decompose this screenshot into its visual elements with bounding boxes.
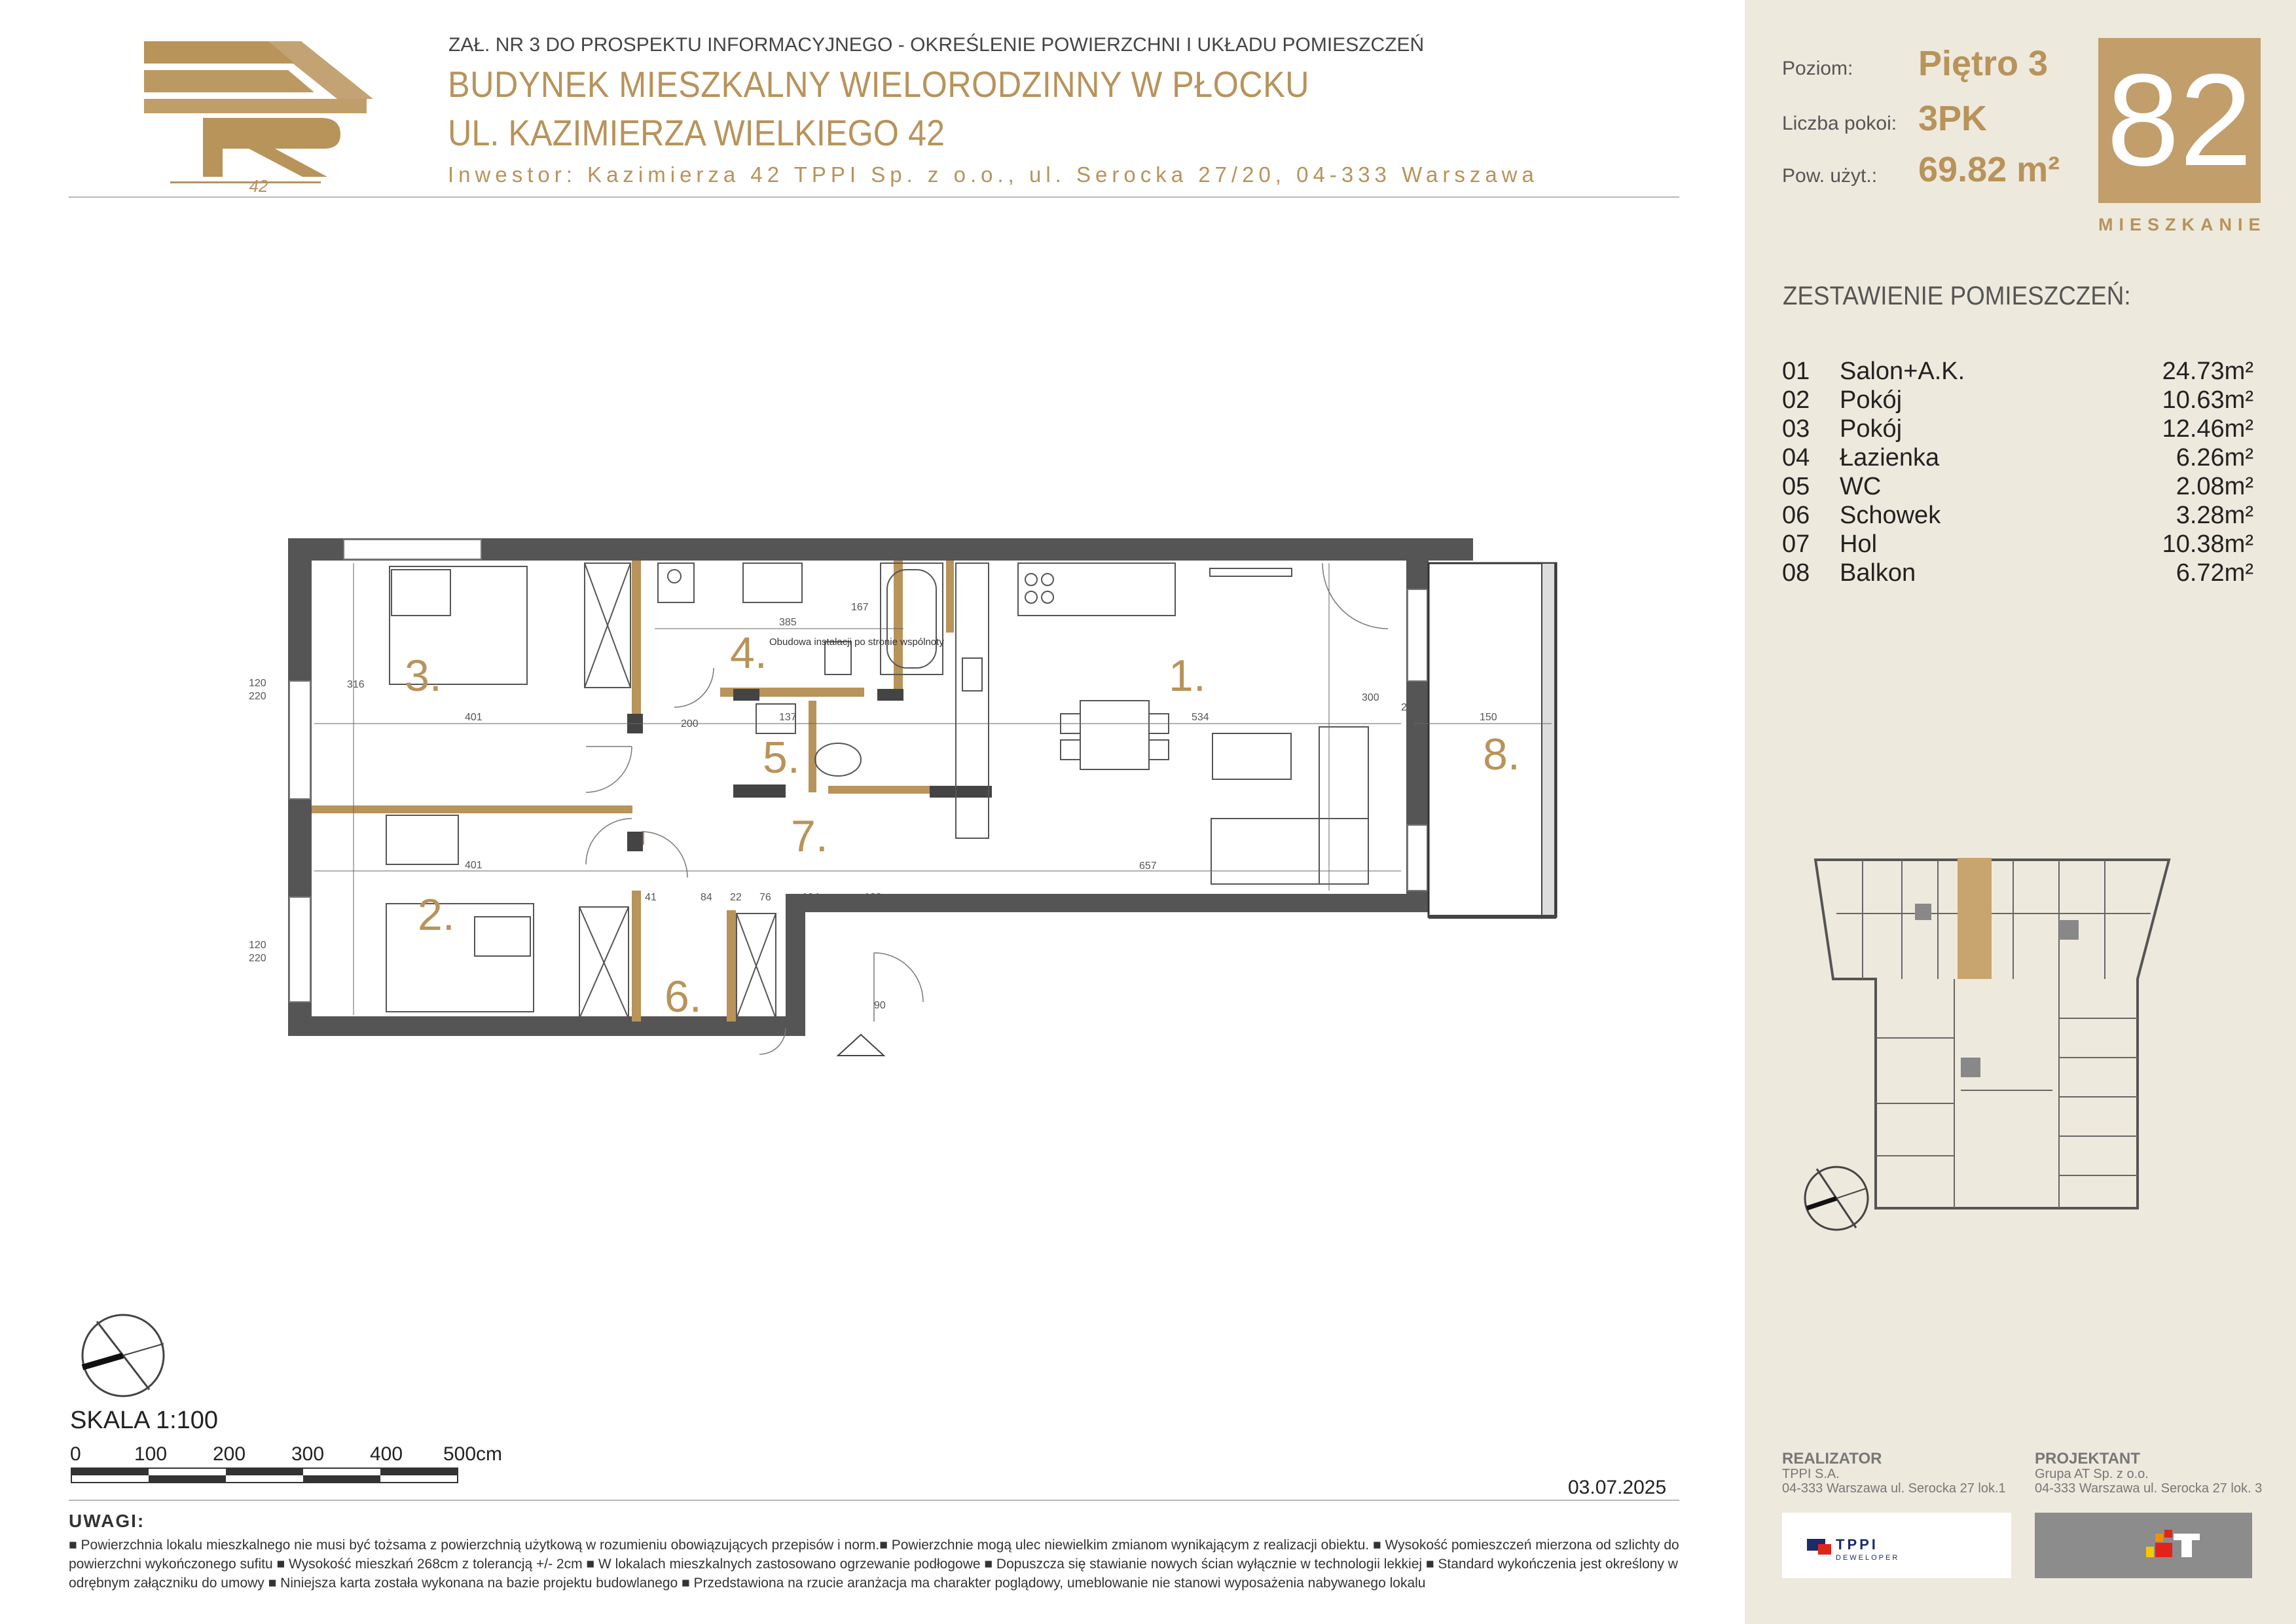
- rooms-count-value: 3PK: [1918, 99, 1988, 138]
- notes-text: ■ Powierzchnia lokalu mieszkalnego nie musi być tożsama z powierzchnią użytkową w rozumieniu obowiązujących przepisów i norm.■ Powierzchnie mogą ulec niewielkim zmianom wynikającym z realizacji obiektu. ■ Wysokość pomieszczeń mierzona od szlichty do powierzchni wykończonego sufitu ■ Wysokość mieszkań 268cm z tolerancją +/- 2cm ■ W lokalach mieszkalnych zastosowano ogrzewanie podłogowe ■ Dopuszcza się stawianie nowych ścian wyłącznie w technologii lekkiej ■ Standard wykończenia jest określony w odrębnym załączniku do umowy ■ Niniejsza karta została wykonana na bazie projektu budowlanego ■ Przedstawiona na rzucie aranżacja ma charakter poglądowy, umeblowanie nie stanowi wyposażenia nabywanego lokalu: [69, 1538, 1679, 1591]
- svg-text:120: 120: [249, 678, 266, 689]
- svg-text:167: 167: [851, 602, 869, 613]
- building-key-plan: [1797, 841, 2177, 1254]
- room-row: 02 Pokój 10.63m²: [1782, 386, 2253, 414]
- address-title: UL. KAZIMIERZA WIELKIEGO 42: [448, 112, 945, 153]
- investor-line: Inwestor: Kazimierza 42 TPPI Sp. z o.o., ul. Serocka 27/20, 04-333 Warszawa: [448, 162, 1539, 187]
- svg-text:500cm: 500cm: [443, 1443, 503, 1465]
- building-outline: [1815, 860, 2169, 1208]
- svg-text:240: 240: [1401, 702, 1419, 713]
- room-row: 08 Balkon 6.72m²: [1782, 559, 2253, 587]
- svg-text:76: 76: [759, 892, 771, 903]
- svg-text:137: 137: [779, 712, 797, 723]
- svg-text:194: 194: [802, 892, 820, 903]
- svg-text:200: 200: [681, 718, 699, 729]
- svg-text:316: 316: [347, 679, 365, 690]
- summary-panel: [1745, 0, 2296, 1624]
- svg-text:401: 401: [465, 860, 483, 871]
- room-label-2: 2.: [418, 890, 455, 940]
- level-label: Poziom:: [1782, 58, 1853, 79]
- projektant-heading: PROJEKTANT: [2035, 1450, 2140, 1467]
- notes-title: UWAGI:: [69, 1511, 145, 1531]
- svg-text:100: 100: [134, 1443, 168, 1465]
- k42-logo: [131, 36, 380, 196]
- north-compass: [77, 1310, 169, 1401]
- projektant-name: Grupa AT Sp. z o.o.: [2035, 1467, 2149, 1481]
- room-row: 06 Schowek 3.28m²: [1782, 502, 2253, 529]
- svg-text:150: 150: [1480, 712, 1497, 723]
- usable-area-value: 69.82 m²: [1918, 150, 2060, 189]
- svg-text:41: 41: [645, 892, 657, 903]
- entrance-arrow: [838, 1035, 884, 1056]
- attachment-title: ZAŁ. NR 3 DO PROSPEKTU INFORMACYJNEGO - OKREŚLENIE POWIERZCHNI I UKŁADU POMIESZCZEŃ: [448, 34, 1425, 56]
- svg-text:300: 300: [1362, 692, 1379, 703]
- apartment-caption: MIESZKANIE: [2098, 215, 2267, 234]
- apartment-highlight: [1958, 858, 1992, 979]
- svg-text:385: 385: [779, 617, 797, 628]
- svg-text:0: 0: [70, 1443, 81, 1465]
- realizator-name: TPPI S.A.: [1782, 1467, 1840, 1481]
- building-title: BUDYNEK MIESZKALNY WIELORODZINNY W PŁOCKU: [448, 64, 1310, 105]
- svg-text:400: 400: [370, 1443, 403, 1465]
- footer-divider: [69, 1500, 1679, 1501]
- issue-date: 03.07.2025: [1568, 1477, 1667, 1498]
- scale-label: SKALA 1:100: [70, 1407, 219, 1434]
- room-label-6: 6.: [665, 972, 702, 1022]
- floor-plan: [249, 524, 1571, 1067]
- apartment-number: 82: [2098, 38, 2261, 203]
- room-label-7: 7.: [791, 811, 828, 861]
- room-row: 04 Łazienka 6.26m²: [1782, 444, 2253, 471]
- rooms-count-label: Liczba pokoi:: [1782, 113, 1897, 134]
- room-row: 01 Salon+A.K. 24.73m²: [1782, 358, 2253, 385]
- svg-text:84: 84: [701, 892, 712, 903]
- svg-text:534: 534: [1192, 712, 1209, 723]
- room-label-3: 3.: [405, 651, 442, 701]
- level-value: Piętro 3: [1918, 44, 2049, 83]
- header-divider: [69, 196, 1679, 198]
- svg-text:DEWELOPER: DEWELOPER: [1836, 1554, 1900, 1562]
- svg-text:120: 120: [249, 940, 266, 951]
- installation-note: Obudowa instalacji po stronie wspólnoty: [769, 637, 944, 648]
- realizator-heading: REALIZATOR: [1782, 1450, 1882, 1467]
- logo-number: 42: [249, 176, 268, 196]
- key-plan-compass: [1805, 1167, 1868, 1230]
- usable-area-label: Pow. użyt.:: [1782, 165, 1878, 187]
- room-label-5: 5.: [763, 733, 800, 783]
- svg-text:103: 103: [864, 892, 882, 903]
- rooms-list-title: ZESTAWIENIE POMIESZCZEŃ:: [1783, 282, 2131, 310]
- projektant-address: 04-333 Warszawa ul. Serocka 27 lok. 3: [2035, 1481, 2263, 1496]
- svg-text:200: 200: [213, 1443, 246, 1465]
- room-label-4: 4.: [730, 628, 767, 678]
- scale-bar: [70, 1439, 503, 1492]
- room-label-8: 8.: [1483, 729, 1520, 779]
- room-label-1: 1.: [1169, 651, 1206, 701]
- svg-text:90: 90: [874, 1000, 886, 1011]
- room-row: 05 WC 2.08m²: [1782, 473, 2253, 500]
- svg-text:401: 401: [465, 712, 483, 723]
- room-row: 07 Hol 10.38m²: [1782, 530, 2253, 558]
- svg-text:657: 657: [1139, 860, 1157, 872]
- svg-text:22: 22: [730, 892, 742, 903]
- grupa-at-logo: [2035, 1513, 2252, 1578]
- tppi-logo: [1782, 1513, 2011, 1578]
- svg-text:220: 220: [249, 953, 266, 964]
- svg-text:300: 300: [291, 1443, 325, 1465]
- svg-text:220: 220: [249, 691, 266, 702]
- realizator-address: 04-333 Warszawa ul. Serocka 27 lok.1: [1782, 1481, 2006, 1496]
- svg-text:TPPI: TPPI: [1836, 1536, 1878, 1553]
- room-row: 03 Pokój 12.46m²: [1782, 415, 2253, 443]
